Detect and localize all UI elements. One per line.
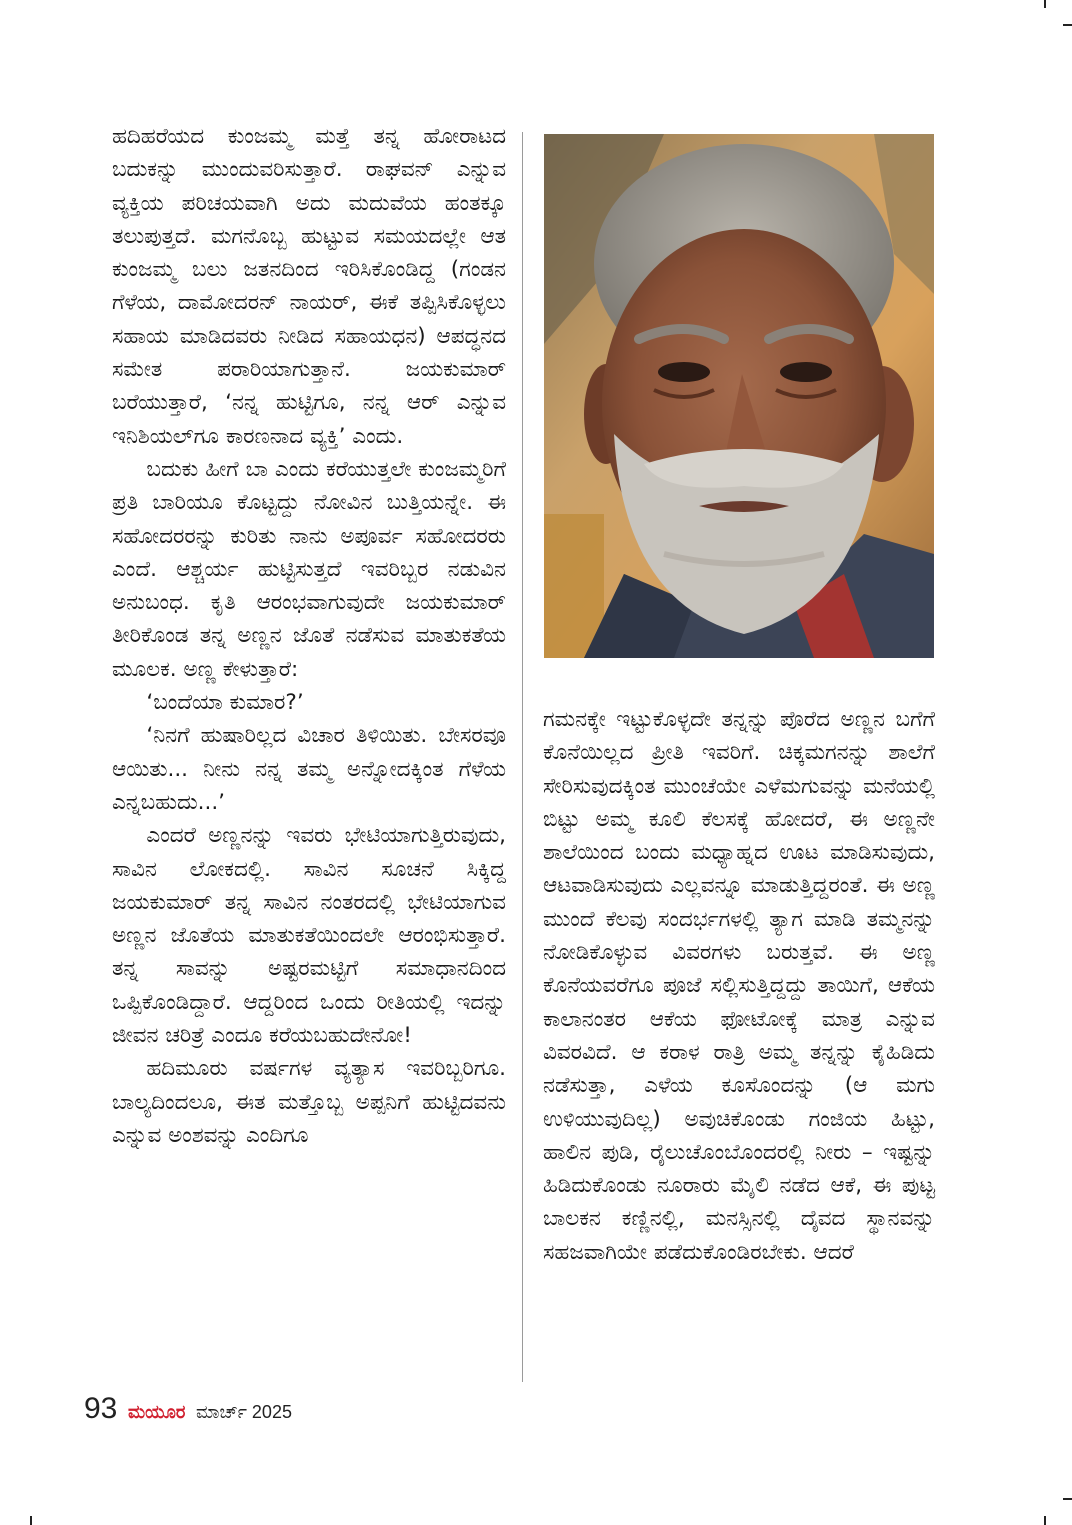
paragraph: ಹದಿಹರೆಯದ ಕುಂಜಮ್ಮ ಮತ್ತೆ ತನ್ನ ಹೋರಾಟದ ಬದುಕನ್ನು ಮುಂದುವರಿಸುತ್ತಾರೆ. ರಾಘವನ್ ಎನ್ನುವ ವ್ಯಕ್ತಿಯ ಪರಿಚಯವಾಗಿ ಅದು ಮದುವೆಯ ಹಂತಕ್ಕೂ ತಲುಪುತ್ತದೆ. ಮಗನೊಬ್ಬ ಹುಟ್ಟುವ ಸಮಯದಲ್ಲೇ ಆತ ಕುಂಜಮ್ಮ ಬಲು ಜತನದಿಂದ ಇರಿಸಿಕೊಂಡಿದ್ದ (ಗಂಡನ ಗೆಳೆಯ, ದಾಮೋದರನ್ ನಾಯರ್, ಈಕೆ ತಪ್ಪಿಸಿಕೊಳ್ಳಲು ಸಹಾಯ ಮಾಡಿದವರು ನೀಡಿದ ಸಹಾಯಧನ) ಆಪದ್ಧನದ ಸಮೇತ ಪರಾರಿಯಾಗುತ್ತಾನೆ. ಜಯಕುಮಾರ್ ಬರೆಯುತ್ತಾರೆ, ‘ನನ್ನ ಹುಟ್ಟಿಗೂ, ನನ್ನ ಆರ್ ಎನ್ನುವ ಇನಿಶಿಯಲ್‌ಗೂ ಕಾರಣನಾದ ವ್ಯಕ್ತಿ’ ಎಂದು. bbox=[112, 124, 506, 449]
paragraph: ಎಂದರೆ ಅಣ್ಣನನ್ನು ಇವರು ಭೇಟಿಯಾಗುತ್ತಿರುವುದು, ಸಾವಿನ ಲೋಕದಲ್ಲಿ. ಸಾವಿನ ಸೂಚನೆ ಸಿಕ್ಕಿದ್ದ ಜಯಕುಮಾರ್ ತನ್ನ ಸಾವಿನ ನಂತರದಲ್ಲಿ ಭೇಟಿಯಾಗುವ ಅಣ್ಣನ ಜೊತೆಯ ಮಾತುಕತೆಯಿಂದಲೇ ಆರಂಭಿಸುತ್ತಾರೆ. ತನ್ನ ಸಾವನ್ನು ಅಷ್ಟರಮಟ್ಟಿಗೆ ಸಮಾಧಾನದಿಂದ ಒಪ್ಪಿಕೊಂಡಿದ್ದಾರೆ. ಆದ್ದರಿಂದ ಒಂದು ರೀತಿಯಲ್ಲಿ ಇದನ್ನು ಜೀವನ ಚರಿತ್ರೆ ಎಂದೂ ಕರೆಯಬಹುದೇನೋ! bbox=[112, 823, 506, 1049]
crop-mark bbox=[30, 1516, 32, 1525]
paragraph: ಬದುಕು ಹೀಗೆ ಬಾ ಎಂದು ಕರೆಯುತ್ತಲೇ ಕುಂಜಮ್ಮರಿಗೆ ಪ್ರತಿ ಬಾರಿಯೂ ಕೊಟ್ಟದ್ದು ನೋವಿನ ಬುತ್ತಿಯನ್ನೇ. ಈ ಸಹೋದರರನ್ನು ಕುರಿತು ನಾನು ಅಪೂರ್ವ ಸಹೋದರರು ಎಂದೆ. ಆಶ್ಚರ್ಯ ಹುಟ್ಟಿಸುತ್ತದೆ ಇವರಿಬ್ಬರ ನಡುವಿನ ಅನುಬಂಧ. ಕೃತಿ ಆರಂಭವಾಗುವುದೇ ಜಯಕುಮಾರ್ ತೀರಿಕೊಂಡ ತನ್ನ ಅಣ್ಣನ ಜೊತೆ ನಡೆಸುವ ಮಾತುಕತೆಯ ಮೂಲಕ. ಅಣ್ಣ ಕೇಳುತ್ತಾರೆ: bbox=[112, 456, 506, 682]
crop-mark bbox=[1063, 24, 1072, 26]
quote-line: ‘ಬಂದೆಯಾ ಕುಮಾರ?’ bbox=[146, 690, 304, 716]
page-number: 93 bbox=[84, 1392, 118, 1425]
paragraph: ಹದಿಮೂರು ವರ್ಷಗಳ ವ್ಯತ್ಯಾಸ ಇವರಿಬ್ಬರಿಗೂ. ಬಾಲ್ಯದಿಂದಲೂ, ಈತ ಮತ್ತೊಬ್ಬ ಅಪ್ಪನಿಗೆ ಹುಟ್ಟಿದವನು ಎನ್ನುವ ಅಂಶವನ್ನು ಎಂದಿಗೂ bbox=[112, 1056, 506, 1148]
article-column-left bbox=[112, 120, 506, 1152]
crop-mark bbox=[1044, 0, 1046, 8]
article-column-right bbox=[543, 703, 935, 1269]
magazine-logo: ಮಯೂರ bbox=[128, 1402, 186, 1423]
quote-paragraph: ‘ನಿನಗೆ ಹುಷಾರಿಲ್ಲದ ವಿಚಾರ ತಿಳಿಯಿತು. ಬೇಸರವೂ ಆಯಿತು... ನೀನು ನನ್ನ ತಮ್ಮ ಅನ್ನೋದಕ್ಕಿಂತ ಗೆಳೆಯ ಎನ್ನಬಹುದು...’ bbox=[112, 723, 506, 815]
issue-date: ಮಾರ್ಚ್ 2025 bbox=[196, 1402, 292, 1422]
paragraph: ಗಮನಕ್ಕೇ ಇಟ್ಟುಕೊಳ್ಳದೇ ತನ್ನನ್ನು ಪೊರೆದ ಅಣ್ಣನ ಬಗೆಗೆ ಕೊನೆಯಿಲ್ಲದ ಪ್ರೀತಿ ಇವರಿಗೆ. ಚಿಕ್ಕಮಗನನ್ನು ಶಾಲೆಗೆ ಸೇರಿಸುವುದಕ್ಕಿಂತ ಮುಂಚೆಯೇ ಎಳೆಮಗುವನ್ನು ಮನೆಯಲ್ಲಿ ಬಿಟ್ಟು ಅಮ್ಮ ಕೂಲಿ ಕೆಲಸಕ್ಕೆ ಹೋದರೆ, ಈ ಅಣ್ಣನೇ ಶಾಲೆಯಿಂದ ಬಂದು ಮಧ್ಯಾಹ್ನದ ಊಟ ಮಾಡಿಸುವುದು, ಆಟವಾಡಿಸುವುದು ಎಲ್ಲವನ್ನೂ ಮಾಡುತ್ತಿದ್ದರಂತೆ. ಈ ಅಣ್ಣ ಮುಂದೆ ಕೆಲವು ಸಂದರ್ಭಗಳಲ್ಲಿ ತ್ಯಾಗ ಮಾಡಿ ತಮ್ಮನನ್ನು ನೋಡಿಕೊಳ್ಳುವ ವಿವರಗಳು ಬರುತ್ತವೆ. ಈ ಅಣ್ಣ ಕೊನೆಯವರೆಗೂ ಪೂಜೆ ಸಲ್ಲಿಸುತ್ತಿದ್ದದ್ದು ತಾಯಿಗೆ, ಆಕೆಯ ಕಾಲಾನಂತರ ಆಕೆಯ ಫೋಟೋಕ್ಕೆ ಮಾತ್ರ ಎನ್ನುವ ವಿವರವಿದೆ. ಆ ಕರಾಳ ರಾತ್ರಿ ಅಮ್ಮ ತನ್ನನ್ನು ಕೈಹಿಡಿದು ನಡೆಸುತ್ತಾ, ಎಳೆಯ ಕೂಸೊಂದನ್ನು (ಆ ಮಗು ಉಳಿಯುವುದಿಲ್ಲ) ಅವುಚಿಕೊಂಡು ಗಂಜಿಯ ಹಿಟ್ಟು, ಹಾಲಿನ ಪುಡಿ, ರೈಲುಚೊಂಬೊಂದರಲ್ಲಿ ನೀರು – ಇಷ್ಟನ್ನು ಹಿಡಿದುಕೊಂಡು ನೂರಾರು ಮೈಲಿ ನಡೆದ ಆಕೆ, ಈ ಪುಟ್ಟ ಬಾಲಕನ ಕಣ್ಣಿನಲ್ಲಿ, ಮನಸ್ಸಿನಲ್ಲಿ ದೈವದ ಸ್ಥಾನವನ್ನು ಸಹಜವಾಗಿಯೇ ಪಡೆದುಕೊಂಡಿರಬೇಕು. ಆದರೆ bbox=[543, 707, 935, 1265]
crop-mark bbox=[1063, 1498, 1072, 1500]
crop-mark bbox=[1044, 1516, 1046, 1525]
column-divider bbox=[522, 132, 523, 1382]
author-photo bbox=[544, 134, 934, 658]
